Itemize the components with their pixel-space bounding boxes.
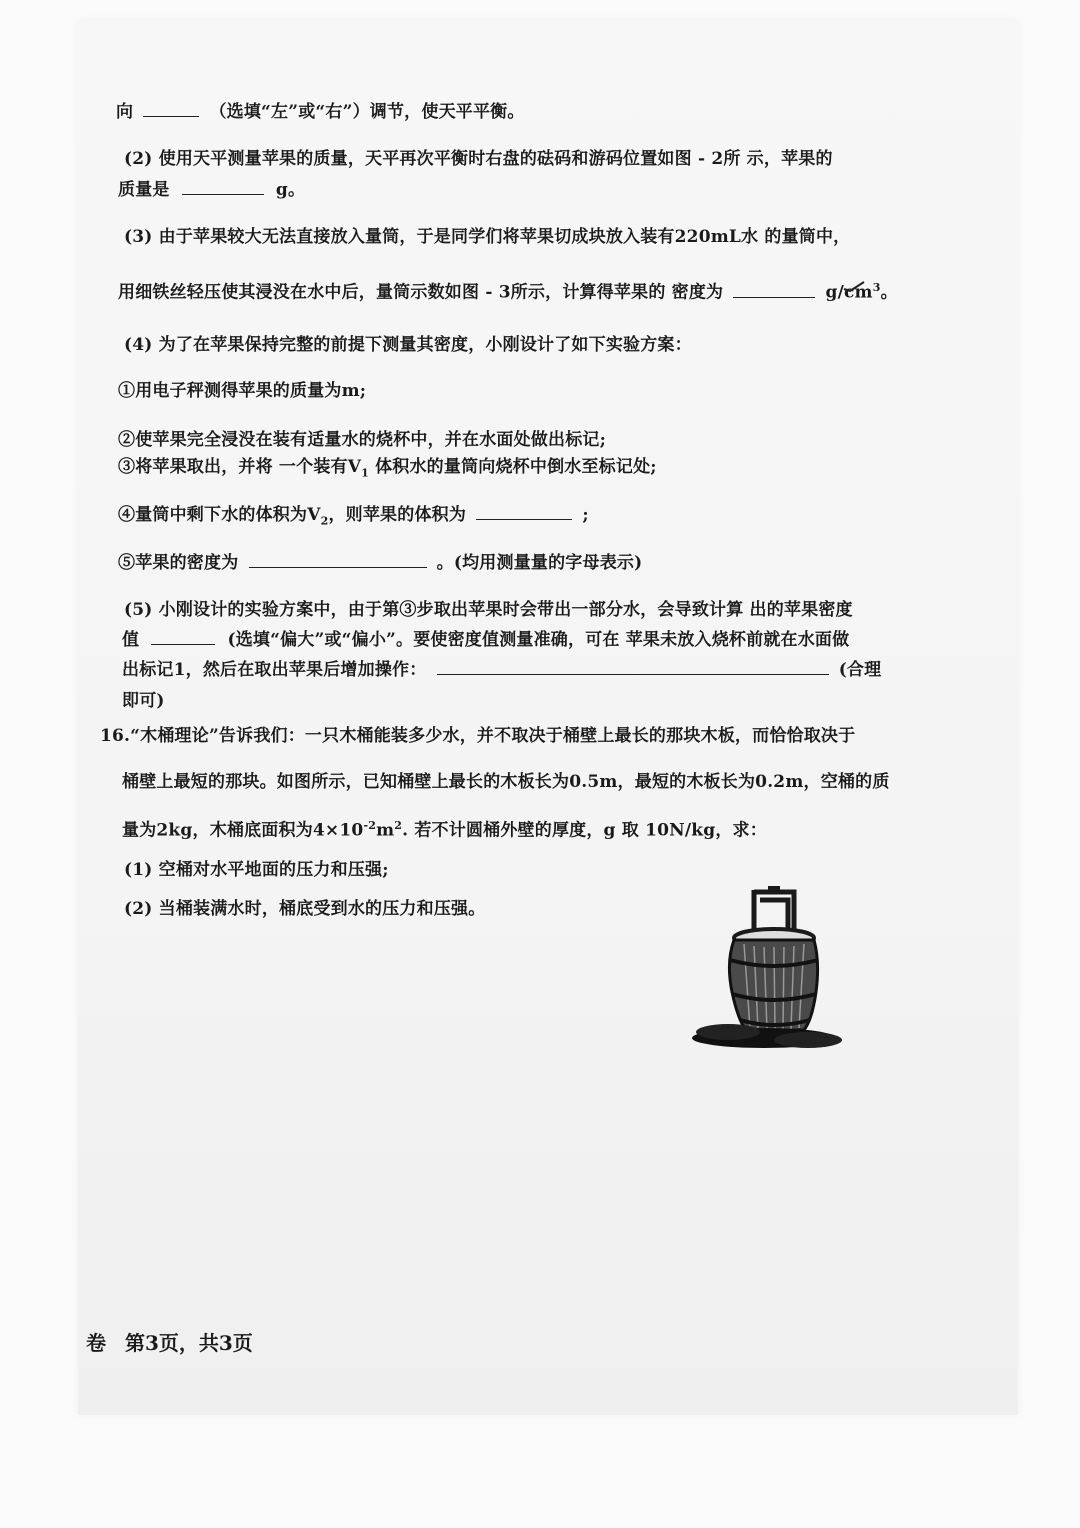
answer-blank-mass[interactable]: [182, 178, 264, 195]
q15-part5-operation-label: 出标记1，然后在取出苹果后增加操作：: [122, 660, 427, 680]
q15-step5: [118, 551, 642, 575]
q15-balance-suffix: （选填“左”或“右”）调节，使天平平衡。: [209, 102, 525, 122]
answer-blank-bias[interactable]: [151, 628, 215, 645]
q15-part5-reasonable: (合理: [838, 660, 882, 680]
q16-line3-text-c: . 若不计圆桶外壁的厚度，g 取 10N/kg，求：: [402, 820, 767, 841]
q15-step3-text-b: 体积水的量筒向烧杯中倒水至标记处;: [368, 457, 657, 477]
q15-part4-line1: (4) 为了在苹果保持完整的前提下测量其密度，小刚设计了如下实验方案：: [124, 335, 692, 355]
q15-part5-line3: [122, 658, 881, 682]
footer-label: 卷: [86, 1331, 106, 1355]
q15-step2: ②使苹果完全浸没在装有适量水的烧杯中，并在水面处做出标记;: [118, 430, 607, 450]
q15-part5-line1: (5) 小刚设计的实验方案中，由于第③步取出苹果时会带出一部分水，会导致计算 出的苹果密度: [124, 600, 853, 620]
q15-part3-density-label: 用细铁丝轻压使其浸没在水中后，量筒示数如图 - 3所示，计算得苹果的 密度为: [118, 282, 724, 303]
q16-sub2: (2) 当桶装满水时，桶底受到水的压力和压强。: [124, 899, 486, 919]
q16-line3-exponent1: -2: [363, 819, 377, 832]
q16-line3: [122, 814, 767, 843]
q15-part2-mass-label: 质量是: [118, 180, 170, 200]
q16-line1: 16.“木桶理论”告诉我们：一只木桶能装多少水，并不取决于桶壁上最长的那块木板，而恰恰取决于: [100, 726, 856, 746]
wooden-bucket-illustration: [688, 882, 848, 1057]
q15-step1: ①用电子秤测得苹果的质量为m;: [118, 381, 367, 401]
q15-part2-line2: [118, 178, 305, 202]
answer-blank-volume[interactable]: [476, 503, 572, 520]
q15-part2-line1: (2) 使用天平测量苹果的质量，天平再次平衡时右盘的砝码和游码位置如图 - 2所 示，苹果的: [124, 149, 833, 169]
answer-blank-density[interactable]: [733, 281, 815, 298]
q15-part5-value-label: 值: [122, 630, 140, 650]
q15-step4-end: ;: [582, 505, 589, 525]
answer-blank-apple-density[interactable]: [249, 551, 427, 568]
q16-sub1: (1) 空桶对水平地面的压力和压强;: [124, 860, 389, 880]
q15-step3-text-a: ③将苹果取出，并将 一个装有V: [118, 457, 362, 477]
q15-balance-line: [116, 100, 525, 124]
q15-step4: [118, 503, 589, 533]
q16-line3-text-b: m: [376, 820, 395, 841]
q15-part5-line2: [122, 628, 849, 652]
page-footer: [86, 1327, 265, 1356]
q15-step3-subscript: 1: [361, 466, 369, 480]
q15-part3-line1: (3) 由于苹果较大无法直接放入量筒，于是同学们将苹果切成块放入装有220mL水 的量筒中，: [124, 227, 851, 247]
q15-part5-line2-rest: (选填“偏大”或“偏小”。要使密度值测量准确，可在 苹果未放入烧杯前就在水面做: [227, 630, 850, 650]
q15-part5-line4: 即可): [122, 691, 165, 711]
q15-part2-unit: g。: [275, 180, 306, 200]
q16-line3-exponent2: 2: [394, 819, 403, 832]
q15-part3-unit-exponent: 3: [872, 281, 881, 294]
q16-line2: 桶壁上最短的那块。如图所示，已知桶壁上最长的木板长为0.5m，最短的木板长为0.2m，空桶的质: [122, 772, 890, 792]
answer-blank-operation[interactable]: [437, 658, 829, 675]
q15-step3: [118, 455, 657, 485]
q15-part3-line2: [118, 276, 898, 305]
q15-step4-text-a: ④量筒中剩下水的体积为V: [118, 505, 321, 525]
q15-part3-period: 。: [880, 282, 898, 303]
q15-step4-subscript: 2: [320, 514, 329, 528]
answer-blank-direction[interactable]: [143, 100, 199, 117]
q15-balance-prefix: 向: [116, 102, 134, 122]
q15-part3-unit: g/cm: [825, 282, 873, 303]
check-mark-icon: [842, 279, 866, 293]
q16-line3-text-a: 量为2kg，木桶底面积为4×10: [122, 820, 364, 841]
q15-step5-text-a: ⑤苹果的密度为: [118, 553, 239, 573]
footer-page-number: 第3页，共3页: [124, 1331, 253, 1355]
q15-step5-text-b: 。(均用测量量的字母表示): [436, 553, 643, 573]
q15-step4-text-b: ，则苹果的体积为: [328, 505, 467, 525]
